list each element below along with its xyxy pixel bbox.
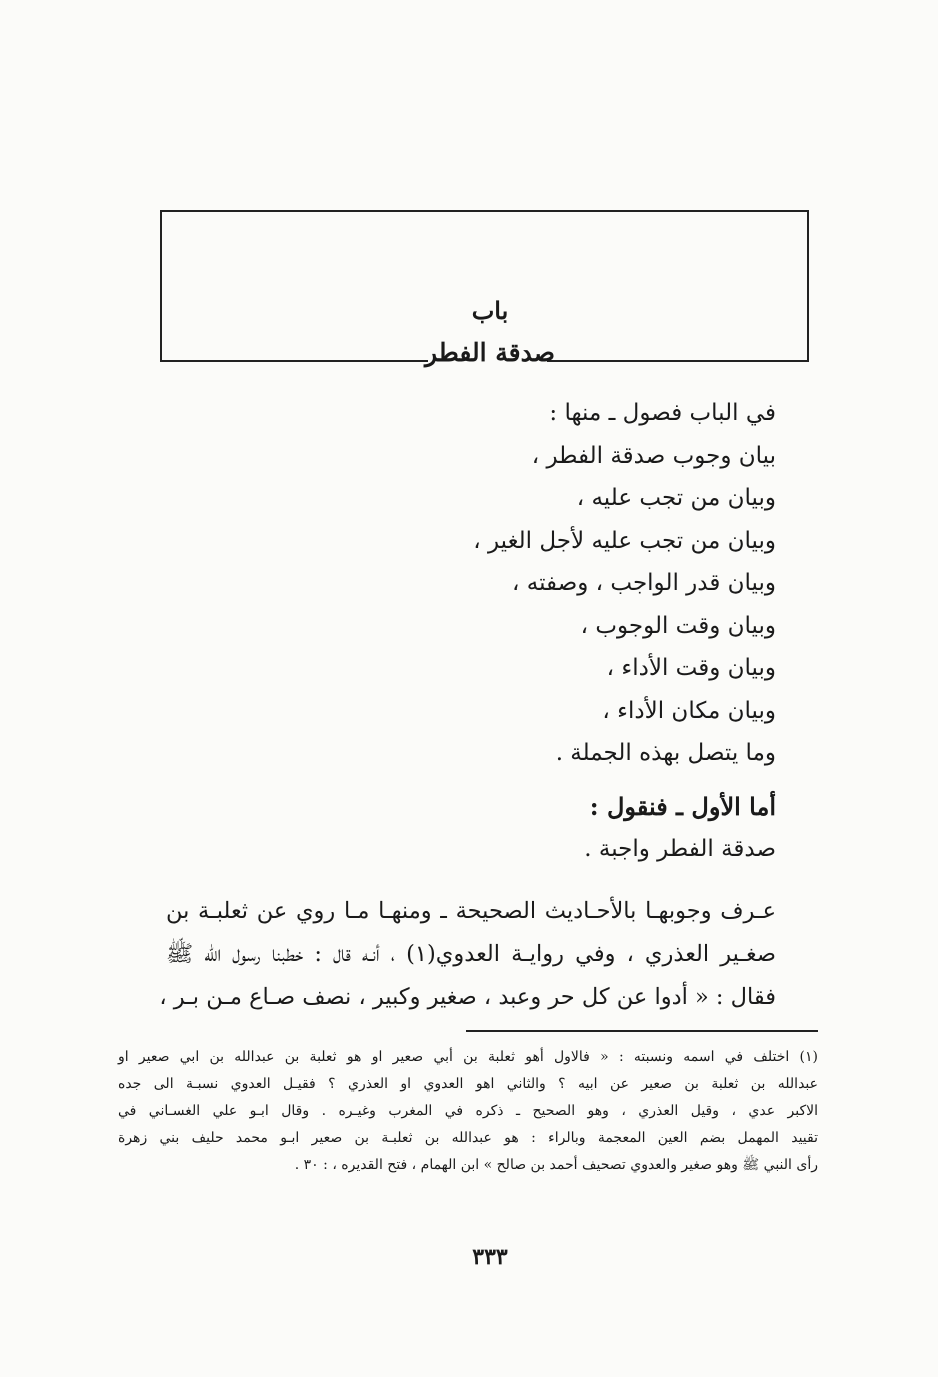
contents-line: وبيان قدر الواجب ، وصفته ،	[512, 570, 776, 596]
footnote-line: الاكبر عدي ، وقيل العذري ، وهو الصحيح ـ ذكره في المغرب وغيـره . وقال ابـو علي الغسـاني في	[118, 1103, 818, 1119]
footnote-separator	[466, 1030, 818, 1032]
chapter-header-rule-left	[160, 360, 428, 362]
body-line: صغـير العذري ، وفي روايـة العدوي(١) ، أنـه قال : خطبنا رسول الله ﷺ	[166, 941, 776, 967]
footnote-line: عبدالله بن ثعلبة بن صعير عن ابيه ؟ والثاني اهو العدوي او العذري ؟ فقيـل العدوي نسبـة الى جده	[118, 1076, 818, 1092]
contents-line: بيان وجوب صدقة الفطر ،	[531, 442, 776, 469]
contents-line: وبيان وقت الوجوب ،	[580, 612, 776, 639]
contents-line: وبيان من تجب عليه لأجل الغير ،	[473, 527, 776, 554]
body-paragraph	[159, 890, 776, 1019]
section-heading: أما الأول ـ فنقول :	[589, 792, 776, 821]
contents-line: في الباب فصول ـ منها :	[549, 400, 776, 426]
contents-line: وبيان وقت الأداء ،	[606, 655, 776, 681]
page-number: ٣٣٣	[472, 1244, 508, 1270]
footnote	[118, 1044, 818, 1179]
section-opening-line: صدقة الفطر واجبة .	[584, 836, 776, 862]
contents-line: وبيان من تجب عليه ،	[576, 485, 776, 511]
footnote-line: (١) اختلف في اسمه ونسبته : « فالاول أهو ثعلبة بن أبي صعير او هو ثعلبة بن عبدالله بن ابي صعير او	[118, 1049, 818, 1065]
contents-line: وما يتصل بهذه الجملة .	[555, 740, 776, 766]
body-line: فقال : « أدوا عن كل حر وعبد ، صغير وكبير ، نصف صـاع مـن بـر ،	[159, 984, 776, 1010]
footnote-line: تقييد المهمل بضم العين المعجمة وبالراء : هو عبدالله بن ثعلبـة بن صعير ابـو محمد حليف بني زهرة	[118, 1130, 818, 1146]
body-line: عـرف وجوبهـا بالأحـاديث الصحيحة ـ ومنهـا مـا روي عن ثعلبـة بن	[166, 898, 776, 924]
chapter-title: صدقة الفطر	[425, 338, 555, 367]
footnote-line: رأى النبي ﷺ وهو صغير والعدوي تصحيف أحمد بن صالح » ابن الهمام ، فتح القديره ، : ٣٠ .	[294, 1157, 818, 1173]
chapter-contents-list	[356, 392, 776, 775]
contents-line: وبيان مكان الأداء ،	[602, 697, 776, 724]
chapter-header-rule-right	[547, 360, 809, 362]
chapter-label: باب	[471, 296, 509, 325]
